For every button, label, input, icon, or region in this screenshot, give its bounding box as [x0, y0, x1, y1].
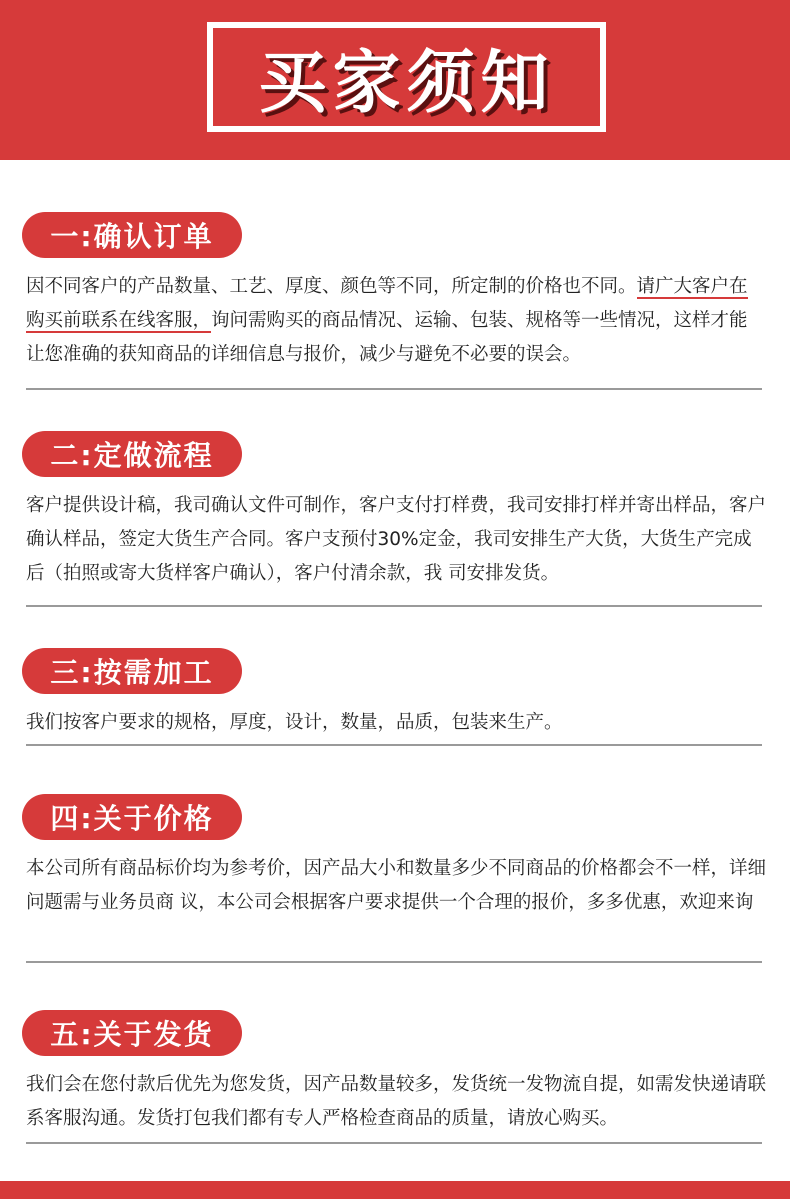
divider — [26, 605, 762, 607]
page-title: 买家须知 — [258, 43, 555, 123]
section-text: 本公司所有商品标价均为参考价，因产品大小和数量多少不同商品的价格都会不一样，详细问题需与业务员商 议，本公司会根据客户要求提供一个合理的报价，多多优惠，欢迎来询 — [26, 858, 767, 913]
divider — [26, 388, 762, 390]
section-heading: 三:按需加工 — [22, 648, 242, 694]
section-heading: 五:关于发货 — [22, 1010, 242, 1056]
section-text: 询问需购买的商品情况、运输、包装、规格等一些情况，这样才能让您准确的获知商品的详细信息与报价，减少与避免不必要的误会。 — [26, 310, 748, 365]
section-heading: 二:定做流程 — [22, 431, 242, 477]
section-heading: 一:确认订单 — [22, 212, 242, 258]
title-frame — [207, 22, 606, 132]
header-banner — [0, 0, 790, 160]
divider — [26, 1142, 762, 1144]
divider — [26, 744, 762, 746]
divider — [26, 961, 762, 963]
title-plate — [213, 28, 600, 126]
section-text: 客户提供设计稿，我司确认文件可制作，客户支付打样费，我司安排打样并寄出样品，客户确认样品，签定大货生产合同。客户支预付30%定金，我司安排生产大货，大货生产完成后（拍照或寄大货样客户确认），客户付清余款，我 司安排发货。 — [26, 495, 767, 584]
section-text: 我们会在您付款后优先为您发货，因产品数量较多，发货统一发物流自提，如需发快递请联系客服沟通。发货打包我们都有专人严格检查商品的质量，请放心购买。 — [26, 1074, 767, 1129]
footer-bar — [0, 1181, 790, 1199]
section-text: 因不同客户的产品数量、工艺、厚度、颜色等不同，所定制的价格也不同。 — [26, 276, 637, 297]
section-heading: 四:关于价格 — [22, 794, 242, 840]
highlight-text: 请广大客户在购买前联系在线客服， — [26, 276, 748, 331]
section-body — [26, 270, 766, 372]
section-text: 我们按客户要求的规格，厚度，设计，数量，品质，包装来生产。 — [26, 712, 563, 733]
